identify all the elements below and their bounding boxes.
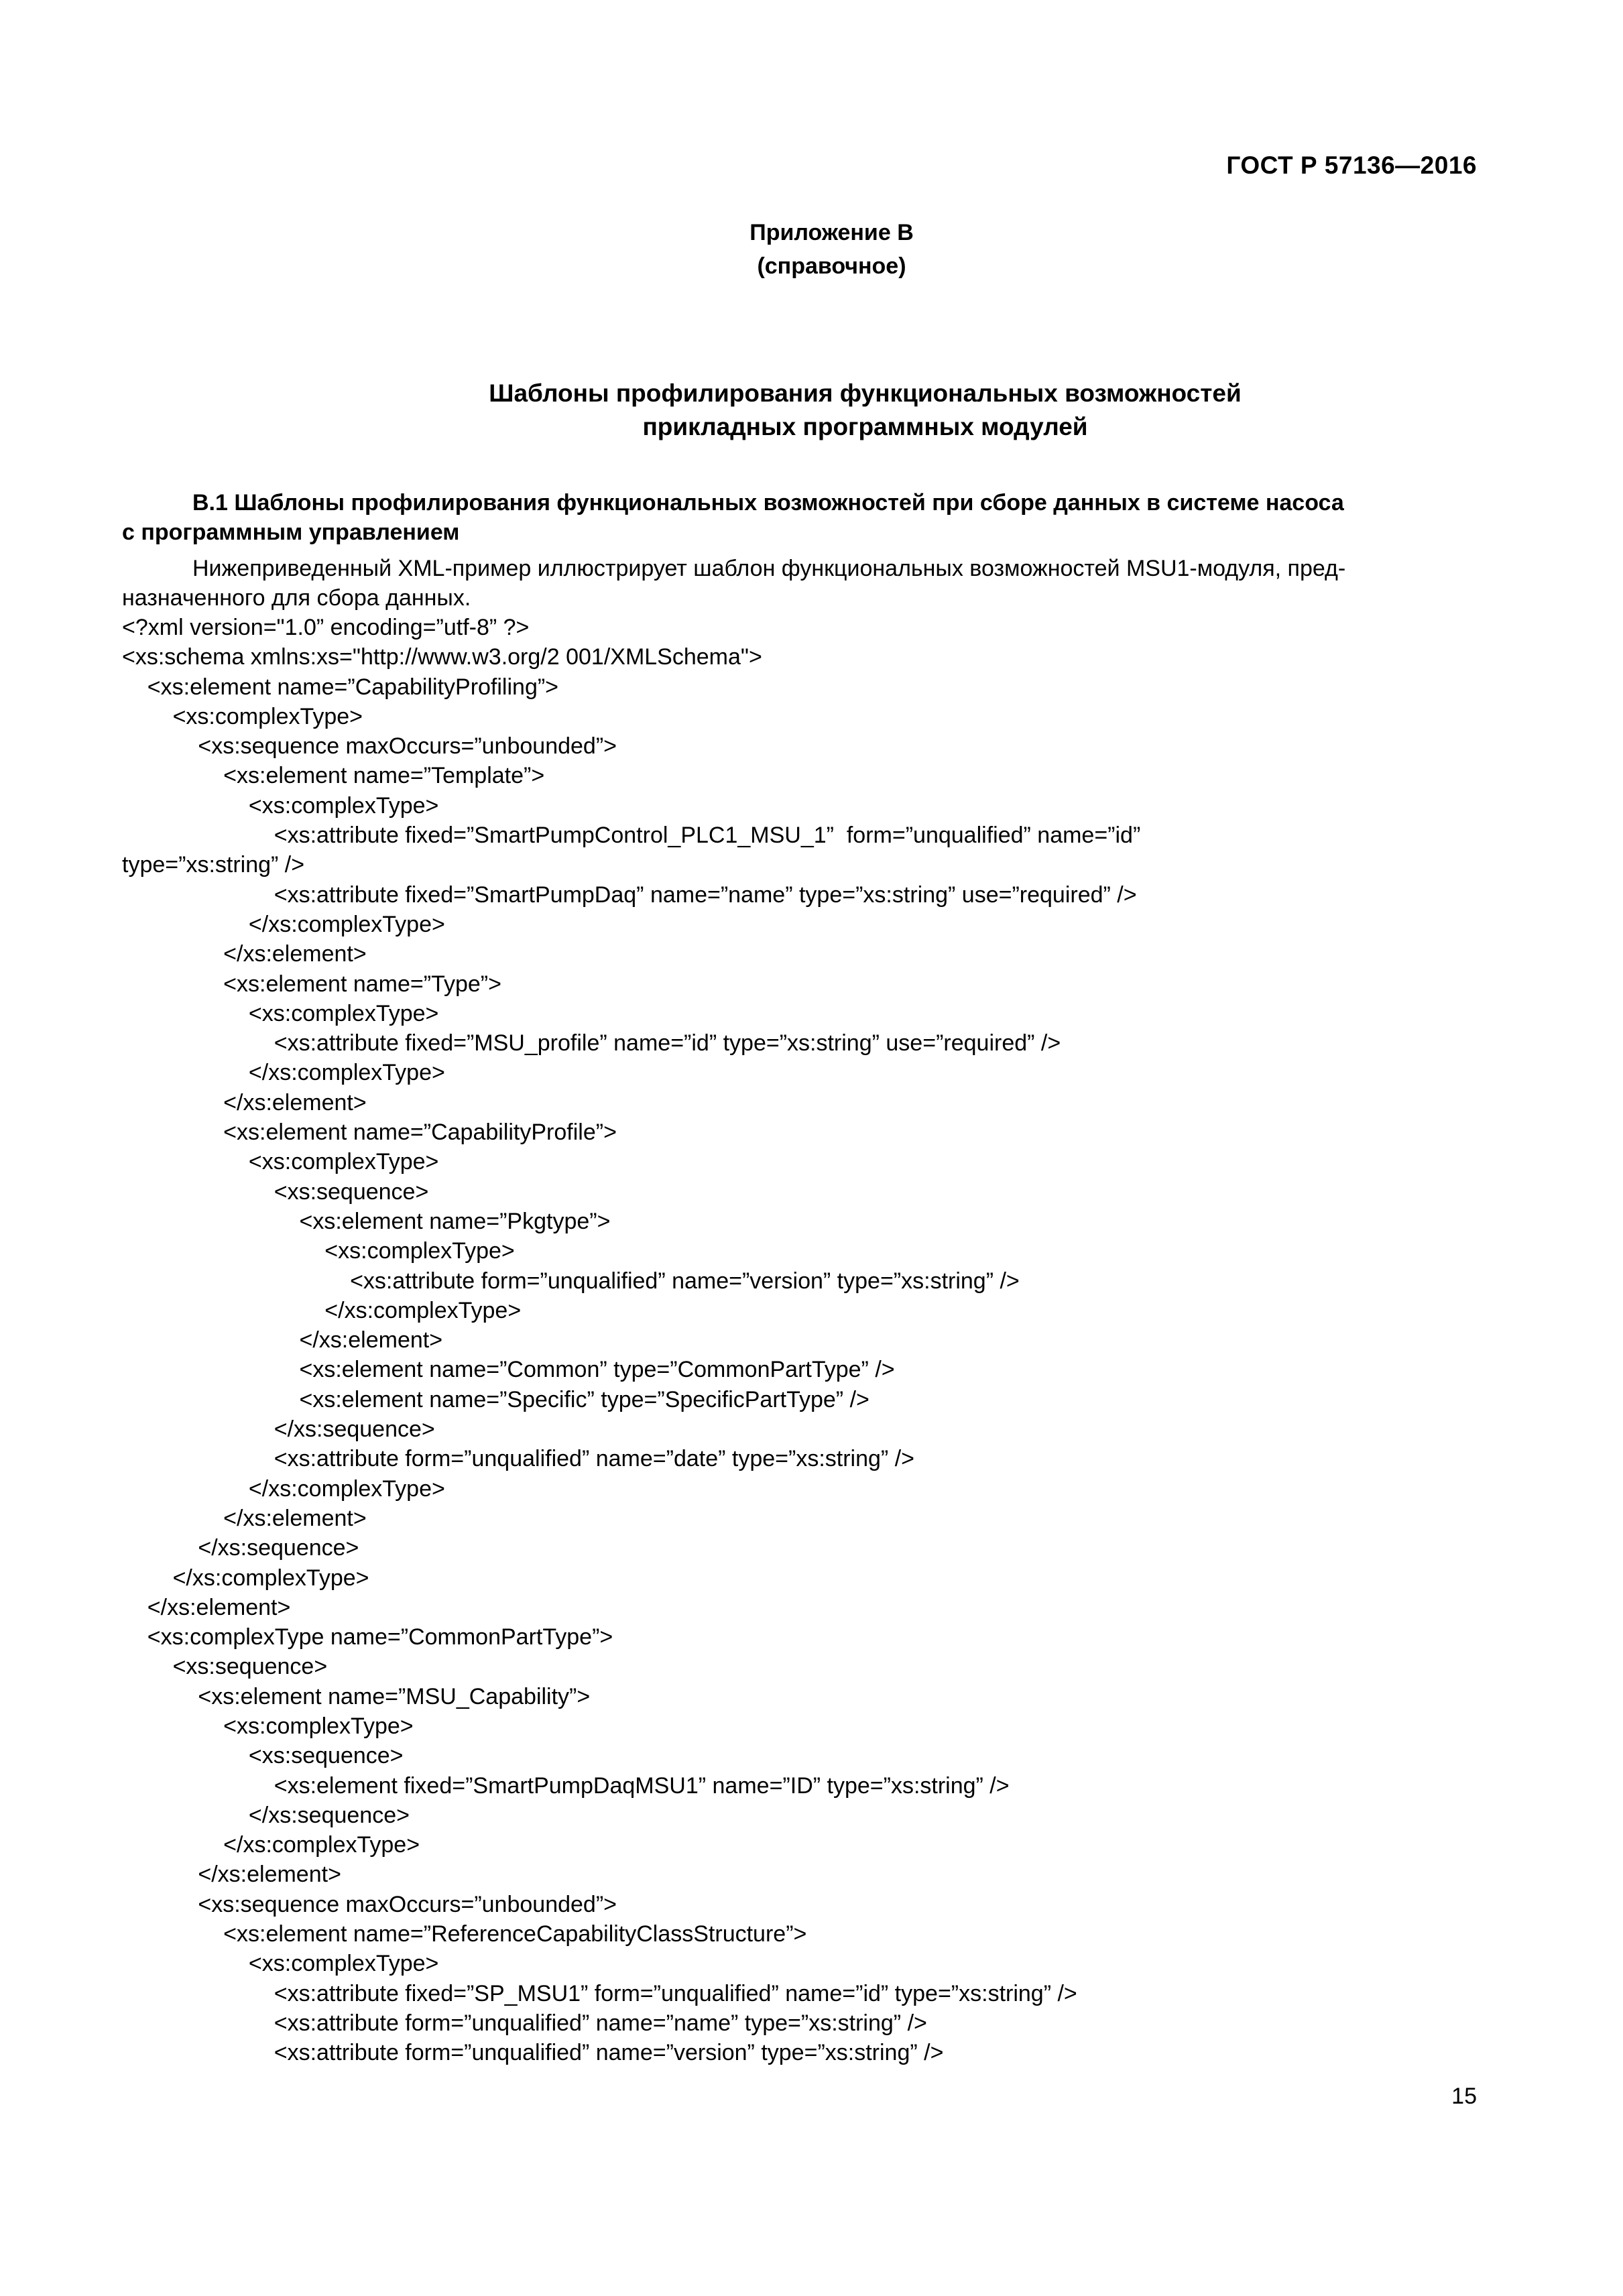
code-line: <?xml version="1.0” encoding=”utf-8” ?> — [122, 615, 530, 640]
section-heading-line: с программным управлением — [122, 520, 460, 545]
code-line: <xs:attribute form=”unqualified” name=”name” type=”xs:string” /> — [122, 2010, 927, 2036]
code-line: <xs:element name=”Pkgtype”> — [122, 1208, 611, 1234]
code-line: <xs:sequence maxOccurs=”unbounded”> — [122, 1891, 617, 1917]
code-line: <xs:sequence maxOccurs=”unbounded”> — [122, 733, 617, 760]
appendix-title-line: прикладных программных модулей — [642, 413, 1088, 440]
section-heading — [122, 488, 1476, 547]
intro-line: Нижеприведенный XML-пример иллюстрирует шаблон функциональных возможностей MSU1-модуля, пред- — [192, 556, 1346, 581]
code-line: <xs:sequence> — [122, 1654, 328, 1680]
code-line: <xs:attribute fixed=”MSU_profile” name=”id” type=”xs:string” use=”required” /> — [122, 1030, 1061, 1056]
code-line: </xs:complexType> — [122, 1832, 420, 1858]
code-line: <xs:element name=”CapabilityProfiling”> — [122, 674, 559, 700]
code-line: </xs:element> — [122, 1089, 367, 1115]
code-line: </xs:element> — [122, 1862, 341, 1888]
code-line: </xs:sequence> — [122, 1535, 359, 1561]
code-line: <xs:complexType> — [122, 1238, 515, 1264]
code-line: <xs:element name=”Specific” type=”SpecificPartType” /> — [122, 1386, 869, 1412]
code-line: </xs:complexType> — [122, 1297, 522, 1323]
section-heading-line: В.1 Шаблоны профилирования функциональных возможностей при сборе данных в системе насоса — [192, 490, 1344, 516]
code-line: <xs:attribute form=”unqualified” name=”version” type=”xs:string” /> — [122, 1268, 1020, 1294]
code-line: <xs:element fixed=”SmartPumpDaqMSU1” name=”ID” type=”xs:string” /> — [122, 1772, 1010, 1799]
code-line: <xs:element name=”Common” type=”CommonPartType” /> — [122, 1357, 895, 1383]
code-line: <xs:complexType> — [122, 1149, 439, 1175]
code-line: <xs:complexType> — [122, 1951, 439, 1977]
document-code: ГОСТ Р 57136—2016 — [1226, 152, 1477, 179]
code-line: <xs:attribute fixed=”SmartPumpControl_PLC1_MSU_1” form=”unqualified” name=”id” — [122, 823, 1141, 849]
code-line: <xs:element name=”MSU_Capability”> — [122, 1683, 591, 1709]
intro-paragraph — [122, 554, 1476, 613]
code-line: </xs:element> — [122, 941, 367, 967]
code-line: <xs:sequence> — [122, 1179, 429, 1205]
code-line: <xs:element name=”CapabilityProfile”> — [122, 1120, 617, 1146]
xml-code-listing — [122, 613, 1483, 2068]
code-line: <xs:complexType> — [122, 1713, 414, 1739]
code-line: <xs:attribute fixed=”SP_MSU1” form=”unqualified” name=”id” type=”xs:string” /> — [122, 1980, 1077, 2006]
code-line: </xs:sequence> — [122, 1416, 435, 1443]
code-line: <xs:element name=”Template”> — [122, 763, 545, 789]
appendix-label: Приложение В — [749, 220, 914, 245]
code-line: <xs:complexType> — [122, 703, 363, 729]
code-line: </xs:sequence> — [122, 1802, 410, 1828]
code-line: <xs:element name=”ReferenceCapabilityClassStructure”> — [122, 1921, 807, 1947]
code-line: </xs:element> — [122, 1327, 443, 1353]
code-line: <xs:complexType name=”CommonPartType”> — [122, 1624, 613, 1650]
code-line: </xs:complexType> — [122, 1475, 445, 1502]
code-line: </xs:element> — [122, 1594, 291, 1620]
appendix-title-line: Шаблоны профилирования функциональных возможностей — [489, 379, 1242, 407]
code-line: <xs:complexType> — [122, 792, 439, 819]
intro-line: назначенного для сбора данных. — [122, 585, 471, 611]
code-line: <xs:attribute form=”unqualified” name=”version” type=”xs:string” /> — [122, 2040, 944, 2066]
code-line: type=”xs:string” /> — [122, 852, 305, 878]
code-line: <xs:complexType> — [122, 1000, 439, 1026]
code-line: <xs:attribute fixed=”SmartPumpDaq” name=”name” type=”xs:string” use=”required” /> — [122, 882, 1137, 908]
code-line: </xs:element> — [122, 1505, 367, 1531]
code-line: <xs:attribute form=”unqualified” name=”date” type=”xs:string” /> — [122, 1446, 914, 1472]
appendix-title — [0, 377, 1623, 444]
code-line: <xs:schema xmlns:xs="http://www.w3.org/2 001/XMLSchema"> — [122, 644, 762, 670]
appendix-type: (справочное) — [757, 253, 906, 279]
code-line: <xs:sequence> — [122, 1743, 404, 1769]
code-line: </xs:complexType> — [122, 1060, 445, 1086]
appendix-heading — [0, 216, 1623, 283]
code-line: </xs:complexType> — [122, 1565, 369, 1591]
code-line: <xs:element name=”Type”> — [122, 971, 501, 997]
page-number: 15 — [1451, 2083, 1477, 2109]
code-line: </xs:complexType> — [122, 911, 445, 937]
